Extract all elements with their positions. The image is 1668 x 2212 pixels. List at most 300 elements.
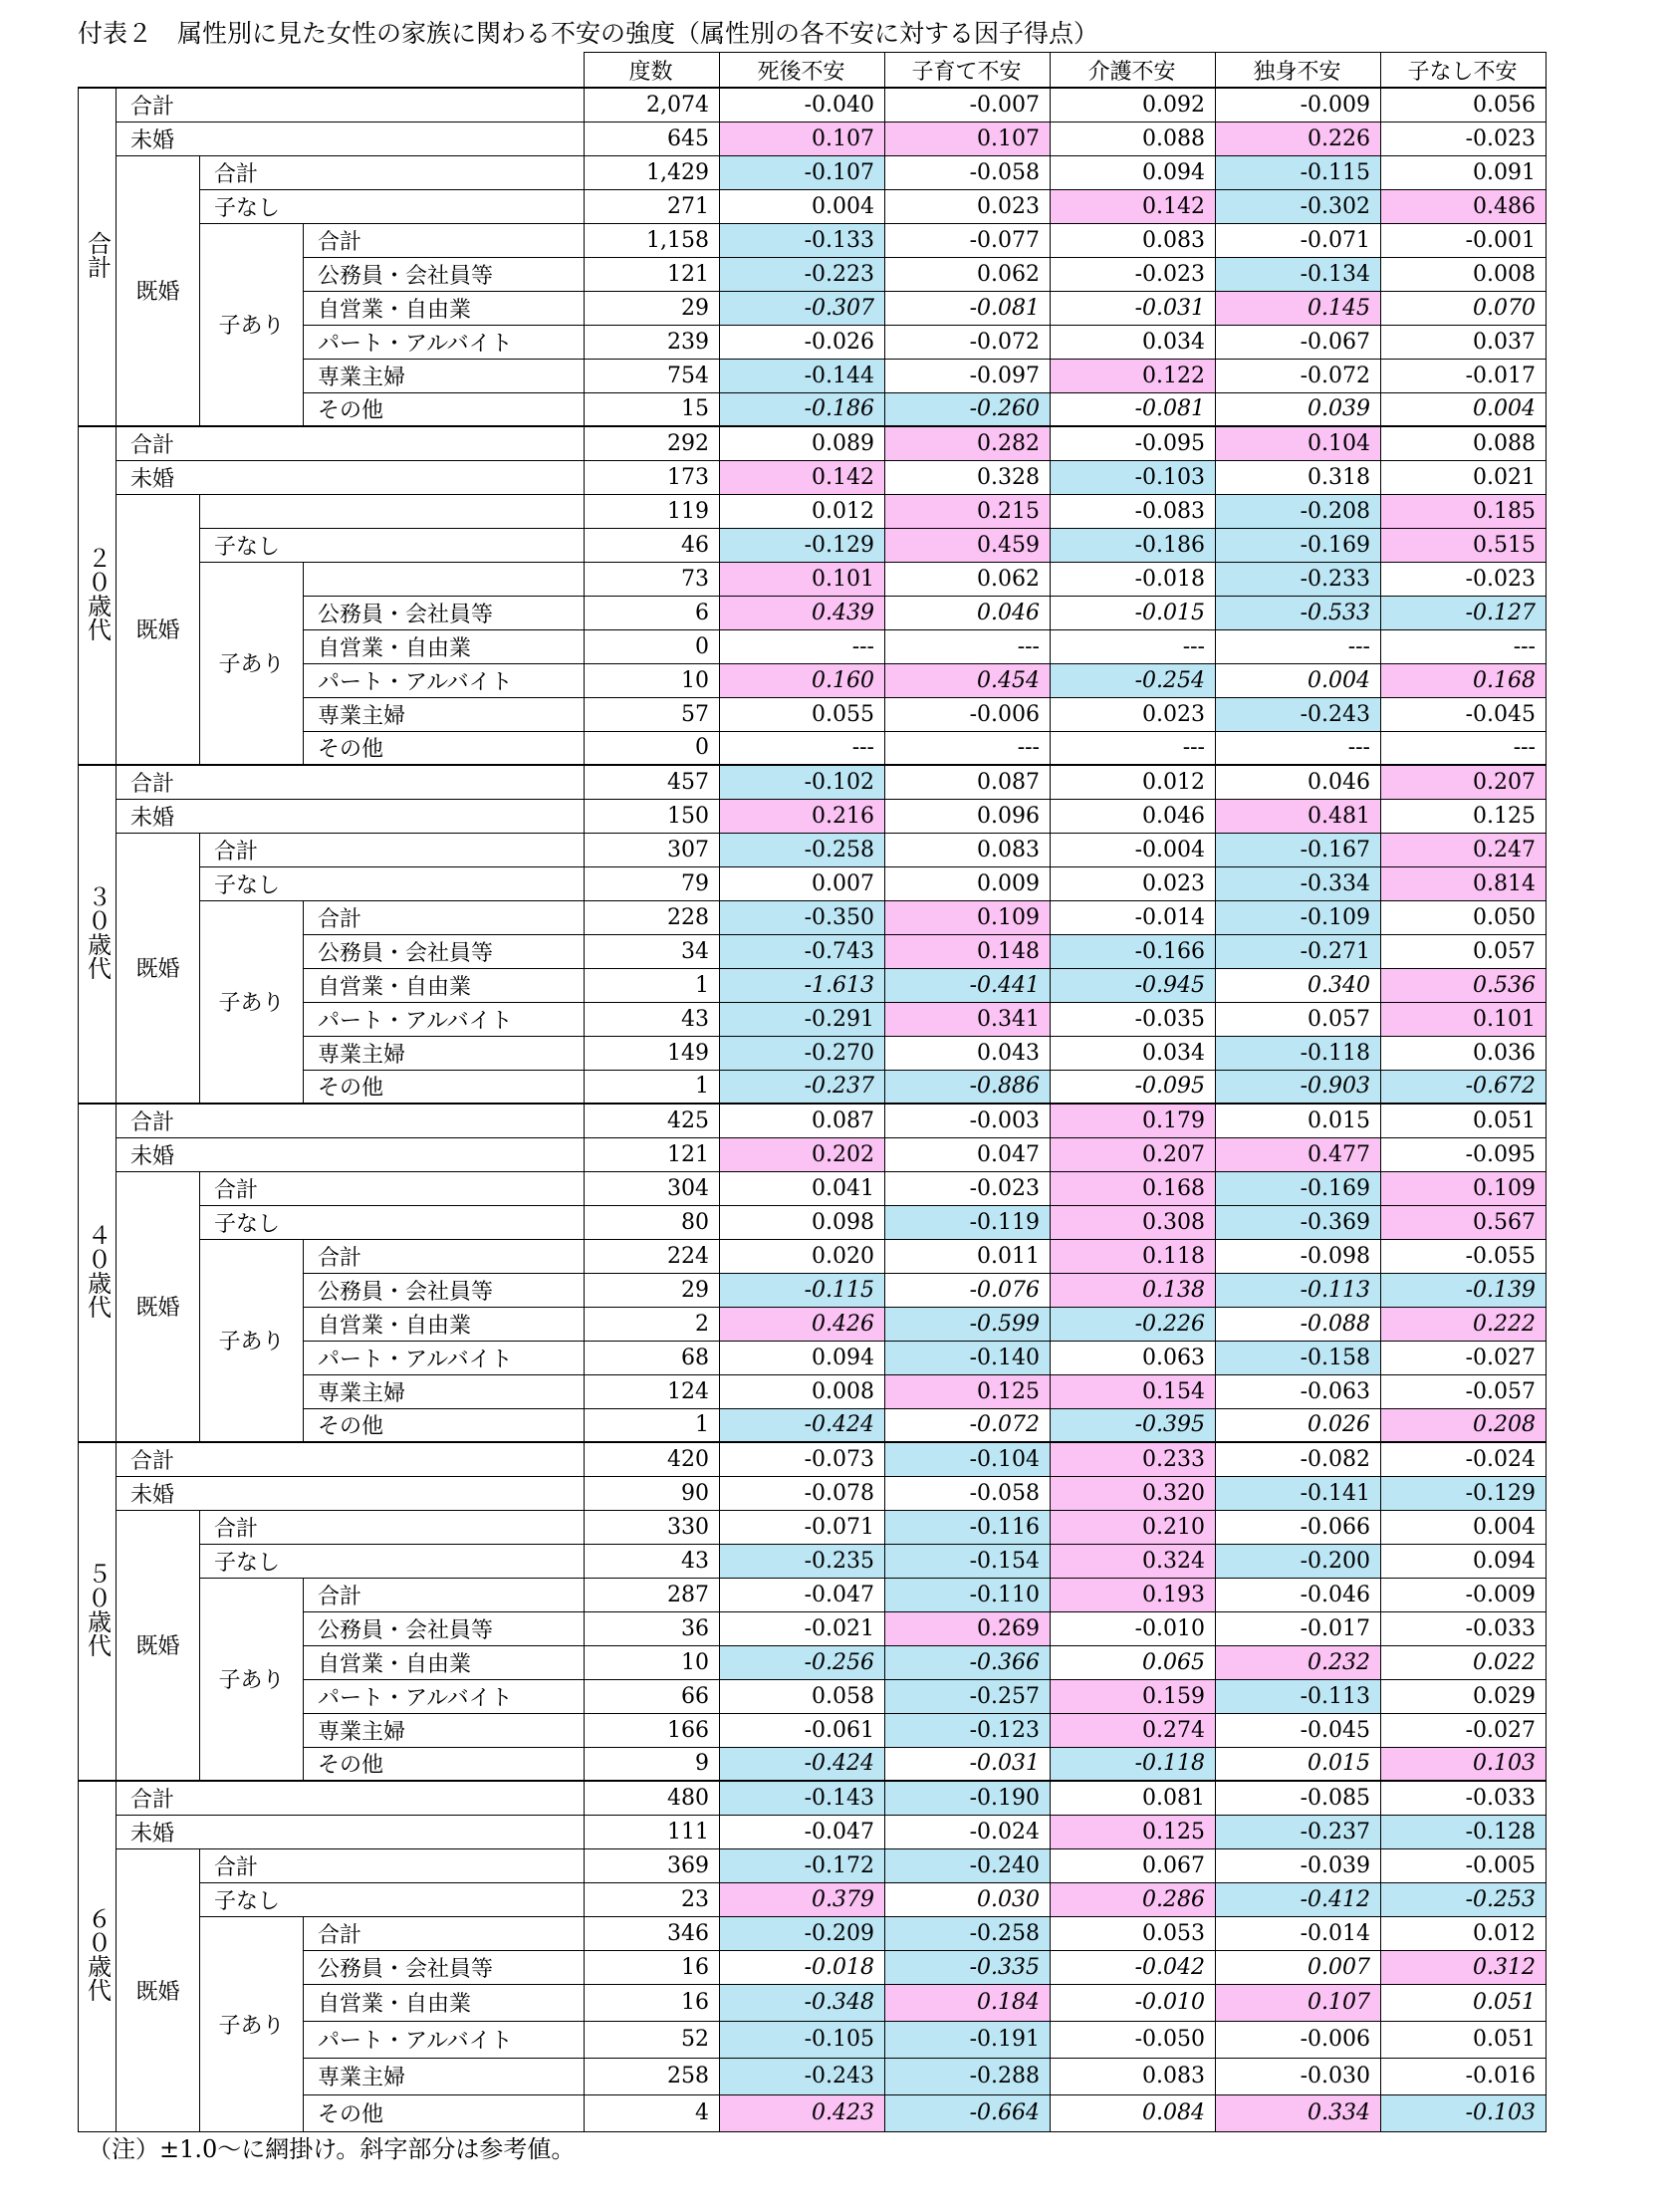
score-cell: 0.159 — [1051, 1679, 1216, 1713]
score-cell: 0.029 — [1381, 1679, 1547, 1713]
score-cell: 0.184 — [885, 1984, 1051, 2021]
row-label: 合計 — [117, 426, 585, 460]
score-cell: 0.179 — [1051, 1104, 1216, 1137]
score-cell: 0.094 — [1381, 1544, 1547, 1578]
table-body — [79, 88, 1547, 2131]
score-cell: 0.087 — [720, 1104, 885, 1137]
score-cell: --- — [1051, 629, 1216, 663]
group-label — [79, 426, 117, 765]
table-row — [79, 799, 1547, 833]
row-label: 合計 — [200, 155, 585, 189]
score-cell: -0.015 — [1051, 596, 1216, 629]
count-cell: 1,429 — [585, 155, 720, 189]
score-cell: -0.010 — [1051, 1611, 1216, 1645]
count-cell: 9 — [585, 1747, 720, 1781]
score-cell: 0.050 — [1381, 900, 1547, 934]
score-cell: 0.015 — [1216, 1747, 1381, 1781]
score-cell: 0.056 — [1381, 88, 1547, 122]
header-row — [79, 53, 1547, 89]
row-label: 合計 — [200, 1510, 585, 1544]
score-cell: --- — [1216, 629, 1381, 663]
row-label: 未婚 — [117, 460, 585, 494]
score-cell: -0.095 — [1381, 1137, 1547, 1171]
score-cell: -0.235 — [720, 1544, 885, 1578]
row-label: 子なし — [200, 189, 585, 223]
score-cell: -0.105 — [720, 2021, 885, 2058]
score-cell: -0.441 — [885, 968, 1051, 1002]
count-cell: 645 — [585, 122, 720, 155]
count-cell: 10 — [585, 1645, 720, 1679]
score-cell: -0.119 — [885, 1205, 1051, 1239]
score-cell: 0.081 — [1051, 1781, 1216, 1815]
score-cell: -0.040 — [720, 88, 885, 122]
score-cell: -0.243 — [1216, 697, 1381, 731]
count-cell: 15 — [585, 392, 720, 426]
score-cell: 0.039 — [1216, 392, 1381, 426]
row-label: 専業主婦 — [304, 359, 585, 392]
row-label: 公務員・会社員等 — [304, 934, 585, 968]
row-label: 公務員・会社員等 — [304, 1950, 585, 1984]
table-row — [79, 1882, 1547, 1916]
group-label-text: ６０歳代 — [83, 1905, 112, 2002]
score-cell: 0.269 — [885, 1611, 1051, 1645]
score-cell: -0.141 — [1216, 1476, 1381, 1510]
score-cell: 0.459 — [885, 528, 1051, 562]
score-cell: -0.004 — [1051, 833, 1216, 866]
score-cell: -0.186 — [1051, 528, 1216, 562]
row-label: その他 — [304, 1408, 585, 1442]
score-cell: -0.023 — [1381, 122, 1547, 155]
score-cell: 0.109 — [885, 900, 1051, 934]
score-cell: 0.009 — [885, 866, 1051, 900]
row-label: 合計 — [304, 1916, 585, 1950]
score-cell: --- — [885, 629, 1051, 663]
count-cell: 1,158 — [585, 223, 720, 257]
score-cell: -0.113 — [1216, 1273, 1381, 1307]
row-label: 子なし — [200, 866, 585, 900]
table-row — [79, 460, 1547, 494]
row-label: 合計 — [304, 900, 585, 934]
score-cell: --- — [1051, 731, 1216, 765]
score-cell: -0.903 — [1216, 1070, 1381, 1104]
score-cell: -0.348 — [720, 1984, 885, 2021]
table-row — [79, 900, 1547, 934]
score-cell: -0.027 — [1381, 1713, 1547, 1747]
score-cell: 0.023 — [1051, 697, 1216, 731]
score-cell: -0.334 — [1216, 866, 1381, 900]
married-label: 既婚 — [117, 494, 200, 765]
score-cell: 0.070 — [1381, 291, 1547, 325]
score-cell: -0.140 — [885, 1341, 1051, 1374]
score-cell: 0.004 — [1381, 392, 1547, 426]
score-cell: -0.260 — [885, 392, 1051, 426]
score-cell: -0.018 — [1051, 562, 1216, 596]
score-cell: -0.190 — [885, 1781, 1051, 1815]
count-cell: 6 — [585, 596, 720, 629]
score-cell: -0.258 — [720, 833, 885, 866]
score-cell: 0.340 — [1216, 968, 1381, 1002]
count-cell: 29 — [585, 291, 720, 325]
score-cell: 0.037 — [1381, 325, 1547, 359]
score-cell: 0.063 — [1051, 1341, 1216, 1374]
score-cell: 0.004 — [1381, 1510, 1547, 1544]
score-cell: -0.095 — [1051, 1070, 1216, 1104]
score-cell: -0.307 — [720, 291, 885, 325]
score-cell: 0.091 — [1381, 155, 1547, 189]
score-cell: -0.046 — [1216, 1578, 1381, 1611]
score-cell: --- — [720, 731, 885, 765]
row-label: 合計 — [304, 223, 585, 257]
count-cell: 271 — [585, 189, 720, 223]
row-label: 自営業・自由業 — [304, 291, 585, 325]
score-cell: -0.350 — [720, 900, 885, 934]
score-cell: 0.107 — [1216, 1984, 1381, 2021]
score-cell: 0.103 — [1381, 1747, 1547, 1781]
row-label: 専業主婦 — [304, 1036, 585, 1070]
score-cell: 0.008 — [1381, 257, 1547, 291]
score-cell: -0.098 — [1216, 1239, 1381, 1273]
count-cell: 0 — [585, 629, 720, 663]
score-cell: -0.078 — [720, 1476, 885, 1510]
count-cell: 457 — [585, 765, 720, 799]
score-cell: 0.145 — [1216, 291, 1381, 325]
score-cell: 0.486 — [1381, 189, 1547, 223]
count-cell: 73 — [585, 562, 720, 596]
score-cell: -0.066 — [1216, 1510, 1381, 1544]
row-label: 専業主婦 — [304, 1374, 585, 1408]
score-cell: -0.095 — [1051, 426, 1216, 460]
group-label-text: 合計 — [83, 230, 112, 279]
score-cell: -0.073 — [720, 1442, 885, 1476]
score-cell: 0.515 — [1381, 528, 1547, 562]
score-cell: -0.115 — [1216, 155, 1381, 189]
score-cell: -0.253 — [1381, 1882, 1547, 1916]
score-cell: -0.067 — [1216, 325, 1381, 359]
score-cell: -0.018 — [720, 1950, 885, 1984]
score-cell: 0.101 — [720, 562, 885, 596]
score-cell: -0.055 — [1381, 1239, 1547, 1273]
score-cell: 0.341 — [885, 1002, 1051, 1036]
count-cell: 239 — [585, 325, 720, 359]
score-cell: 0.328 — [885, 460, 1051, 494]
score-cell: -0.129 — [720, 528, 885, 562]
count-cell: 10 — [585, 663, 720, 697]
score-cell: -0.047 — [720, 1815, 885, 1848]
score-cell: -0.237 — [1216, 1815, 1381, 1848]
score-cell: -0.014 — [1051, 900, 1216, 934]
score-cell: 0.046 — [1051, 799, 1216, 833]
score-cell: -0.258 — [885, 1916, 1051, 1950]
score-cell: 0.094 — [720, 1341, 885, 1374]
row-label: パート・アルバイト — [304, 2021, 585, 2058]
table-row — [79, 1137, 1547, 1171]
row-label: 合計 — [200, 833, 585, 866]
score-cell: -0.082 — [1216, 1442, 1381, 1476]
score-cell: 0.308 — [1051, 1205, 1216, 1239]
group-label-text: ３０歳代 — [83, 883, 112, 980]
score-cell: -0.024 — [885, 1815, 1051, 1848]
score-cell: -0.009 — [1216, 88, 1381, 122]
score-cell: -0.021 — [720, 1611, 885, 1645]
score-cell: -0.110 — [885, 1578, 1051, 1611]
score-cell: -0.113 — [1216, 1679, 1381, 1713]
col-header-childless: 子なし不安 — [1381, 53, 1547, 89]
score-cell: -0.118 — [1051, 1747, 1216, 1781]
score-cell: -0.143 — [720, 1781, 885, 1815]
score-cell: 0.210 — [1051, 1510, 1216, 1544]
score-cell: 0.282 — [885, 426, 1051, 460]
score-cell: -0.031 — [1051, 291, 1216, 325]
score-cell: 0.065 — [1051, 1645, 1216, 1679]
row-label: その他 — [304, 1747, 585, 1781]
table-row — [79, 1104, 1547, 1137]
score-cell: -0.533 — [1216, 596, 1381, 629]
score-cell: 0.226 — [1216, 122, 1381, 155]
col-header-nursing: 介護不安 — [1051, 53, 1216, 89]
count-cell: 369 — [585, 1848, 720, 1882]
row-label: 子なし — [200, 528, 585, 562]
row-label: 合計 — [304, 1239, 585, 1273]
table-row — [79, 833, 1547, 866]
count-cell: 166 — [585, 1713, 720, 1747]
row-label: 合計 — [117, 1442, 585, 1476]
score-cell: -0.010 — [1051, 1984, 1216, 2021]
score-cell: 0.312 — [1381, 1950, 1547, 1984]
row-label: パート・アルバイト — [304, 1679, 585, 1713]
group-label — [79, 1781, 117, 2131]
score-cell: -0.134 — [1216, 257, 1381, 291]
score-cell: -0.424 — [720, 1747, 885, 1781]
table-row — [79, 528, 1547, 562]
score-cell: 0.222 — [1381, 1307, 1547, 1341]
table-row — [79, 122, 1547, 155]
count-cell: 149 — [585, 1036, 720, 1070]
with-children-label: 子あり — [200, 1239, 304, 1442]
header-corner — [79, 53, 585, 89]
count-cell: 16 — [585, 1950, 720, 1984]
score-cell: 0.012 — [720, 494, 885, 528]
row-label: 合計 — [117, 1781, 585, 1815]
score-cell: -0.123 — [885, 1713, 1051, 1747]
score-cell: -0.191 — [885, 2021, 1051, 2058]
score-cell: -0.186 — [720, 392, 885, 426]
score-cell: -0.169 — [1216, 528, 1381, 562]
count-cell: 287 — [585, 1578, 720, 1611]
score-cell: -0.081 — [1051, 392, 1216, 426]
table-row — [79, 562, 1547, 596]
score-cell: -0.288 — [885, 2058, 1051, 2094]
table-row — [79, 1916, 1547, 1950]
count-cell: 111 — [585, 1815, 720, 1848]
score-cell: 0.092 — [1051, 88, 1216, 122]
score-cell: 0.055 — [720, 697, 885, 731]
score-cell: -0.050 — [1051, 2021, 1216, 2058]
score-cell: 0.138 — [1051, 1273, 1216, 1307]
score-cell: -0.023 — [885, 1171, 1051, 1205]
score-cell: -0.071 — [1216, 223, 1381, 257]
score-cell: -0.664 — [885, 2094, 1051, 2131]
score-cell: 0.536 — [1381, 968, 1547, 1002]
score-cell: -0.083 — [1051, 494, 1216, 528]
score-cell: 0.088 — [1381, 426, 1547, 460]
row-label: 合計 — [117, 765, 585, 799]
score-cell: -0.009 — [1381, 1578, 1547, 1611]
table-row — [79, 223, 1547, 257]
score-cell: -0.233 — [1216, 562, 1381, 596]
score-cell: -0.127 — [1381, 596, 1547, 629]
score-cell: -0.226 — [1051, 1307, 1216, 1341]
score-cell: -0.017 — [1381, 359, 1547, 392]
score-cell: -0.033 — [1381, 1611, 1547, 1645]
score-cell: 0.023 — [1051, 866, 1216, 900]
score-cell: 0.101 — [1381, 1002, 1547, 1036]
score-cell: -0.133 — [720, 223, 885, 257]
score-cell: 0.030 — [885, 1882, 1051, 1916]
table-row — [79, 494, 1547, 528]
score-cell: 0.083 — [1051, 2058, 1216, 2094]
row-label: 合計 — [117, 1104, 585, 1137]
score-cell: 0.439 — [720, 596, 885, 629]
row-label: パート・アルバイト — [304, 1002, 585, 1036]
score-cell: -0.271 — [1216, 934, 1381, 968]
row-label: その他 — [304, 392, 585, 426]
score-cell: 0.083 — [885, 833, 1051, 866]
score-cell: 0.104 — [1216, 426, 1381, 460]
score-cell: 0.168 — [1381, 663, 1547, 697]
score-cell: -0.103 — [1381, 2094, 1547, 2131]
score-cell: 0.122 — [1051, 359, 1216, 392]
score-cell: 0.007 — [1216, 1950, 1381, 1984]
score-cell: -0.257 — [885, 1679, 1051, 1713]
row-label: 公務員・会社員等 — [304, 1611, 585, 1645]
count-cell: 754 — [585, 359, 720, 392]
score-cell: -0.118 — [1216, 1036, 1381, 1070]
score-cell: -0.017 — [1216, 1611, 1381, 1645]
score-cell: -0.072 — [885, 325, 1051, 359]
row-label: 自営業・自由業 — [304, 629, 585, 663]
count-cell: 292 — [585, 426, 720, 460]
score-cell: -0.058 — [885, 155, 1051, 189]
score-cell: -1.613 — [720, 968, 885, 1002]
group-label-text: ４０歳代 — [83, 1222, 112, 1319]
score-cell: 0.004 — [1216, 663, 1381, 697]
score-cell: 0.058 — [720, 1679, 885, 1713]
married-label: 既婚 — [117, 833, 200, 1104]
row-label: 合計 — [304, 1578, 585, 1611]
score-cell: 0.036 — [1381, 1036, 1547, 1070]
score-cell: -0.081 — [885, 291, 1051, 325]
count-cell: 80 — [585, 1205, 720, 1239]
score-cell: 0.216 — [720, 799, 885, 833]
score-cell: 0.088 — [1051, 122, 1216, 155]
score-cell: 0.481 — [1216, 799, 1381, 833]
score-cell: 0.286 — [1051, 1882, 1216, 1916]
score-cell: 0.062 — [885, 257, 1051, 291]
count-cell: 420 — [585, 1442, 720, 1476]
score-cell: -0.672 — [1381, 1070, 1547, 1104]
table-row — [79, 765, 1547, 799]
table-row — [79, 1205, 1547, 1239]
count-cell: 119 — [585, 494, 720, 528]
score-cell: 0.215 — [885, 494, 1051, 528]
count-cell: 173 — [585, 460, 720, 494]
score-cell: -0.945 — [1051, 968, 1216, 1002]
score-cell: 0.814 — [1381, 866, 1547, 900]
score-cell: 0.046 — [885, 596, 1051, 629]
score-cell: 0.083 — [1051, 223, 1216, 257]
score-cell: 0.094 — [1051, 155, 1216, 189]
table-row — [79, 1815, 1547, 1848]
table-row — [79, 1848, 1547, 1882]
score-cell: -0.057 — [1381, 1374, 1547, 1408]
score-cell: 0.047 — [885, 1137, 1051, 1171]
count-cell: 36 — [585, 1611, 720, 1645]
table-row — [79, 1578, 1547, 1611]
score-cell: -0.166 — [1051, 934, 1216, 968]
score-cell: -0.042 — [1051, 1950, 1216, 1984]
table-row — [79, 866, 1547, 900]
count-cell: 346 — [585, 1916, 720, 1950]
score-cell: 0.051 — [1381, 2021, 1547, 2058]
score-cell: 0.098 — [720, 1205, 885, 1239]
factor-score-table — [78, 52, 1547, 2132]
table-row — [79, 1239, 1547, 1273]
score-cell: 0.023 — [885, 189, 1051, 223]
score-cell: -0.104 — [885, 1442, 1051, 1476]
score-cell: -0.129 — [1381, 1476, 1547, 1510]
row-label — [304, 562, 585, 596]
count-cell: 68 — [585, 1341, 720, 1374]
married-label: 既婚 — [117, 155, 200, 426]
count-cell: 29 — [585, 1273, 720, 1307]
score-cell: -0.031 — [885, 1747, 1051, 1781]
score-cell: -0.071 — [720, 1510, 885, 1544]
score-cell: 0.107 — [720, 122, 885, 155]
score-cell: 0.041 — [720, 1171, 885, 1205]
score-cell: 0.096 — [885, 799, 1051, 833]
with-children-label: 子あり — [200, 900, 304, 1104]
score-cell: -0.024 — [1381, 1442, 1547, 1476]
table-row — [79, 1476, 1547, 1510]
score-cell: 0.089 — [720, 426, 885, 460]
score-cell: --- — [1381, 731, 1547, 765]
score-cell: 0.067 — [1051, 1848, 1216, 1882]
score-cell: 0.208 — [1381, 1408, 1547, 1442]
score-cell: -0.001 — [1381, 223, 1547, 257]
score-cell: 0.423 — [720, 2094, 885, 2131]
score-cell: -0.045 — [1216, 1713, 1381, 1747]
group-label — [79, 1442, 117, 1781]
score-cell: 0.008 — [720, 1374, 885, 1408]
count-cell: 1 — [585, 1070, 720, 1104]
score-cell: -0.030 — [1216, 2058, 1381, 2094]
score-cell: 0.154 — [1051, 1374, 1216, 1408]
row-label: パート・アルバイト — [304, 663, 585, 697]
count-cell: 90 — [585, 1476, 720, 1510]
row-label: 子なし — [200, 1882, 585, 1916]
row-label: パート・アルバイト — [304, 325, 585, 359]
score-cell: -0.085 — [1216, 1781, 1381, 1815]
row-label: 専業主婦 — [304, 1713, 585, 1747]
score-cell: --- — [1216, 731, 1381, 765]
group-label-text: ５０歳代 — [83, 1561, 112, 1657]
score-cell: -0.743 — [720, 934, 885, 968]
table-row — [79, 1781, 1547, 1815]
score-cell: -0.103 — [1051, 460, 1216, 494]
score-cell: -0.014 — [1216, 1916, 1381, 1950]
row-label: その他 — [304, 2094, 585, 2131]
row-label: 未婚 — [117, 122, 585, 155]
